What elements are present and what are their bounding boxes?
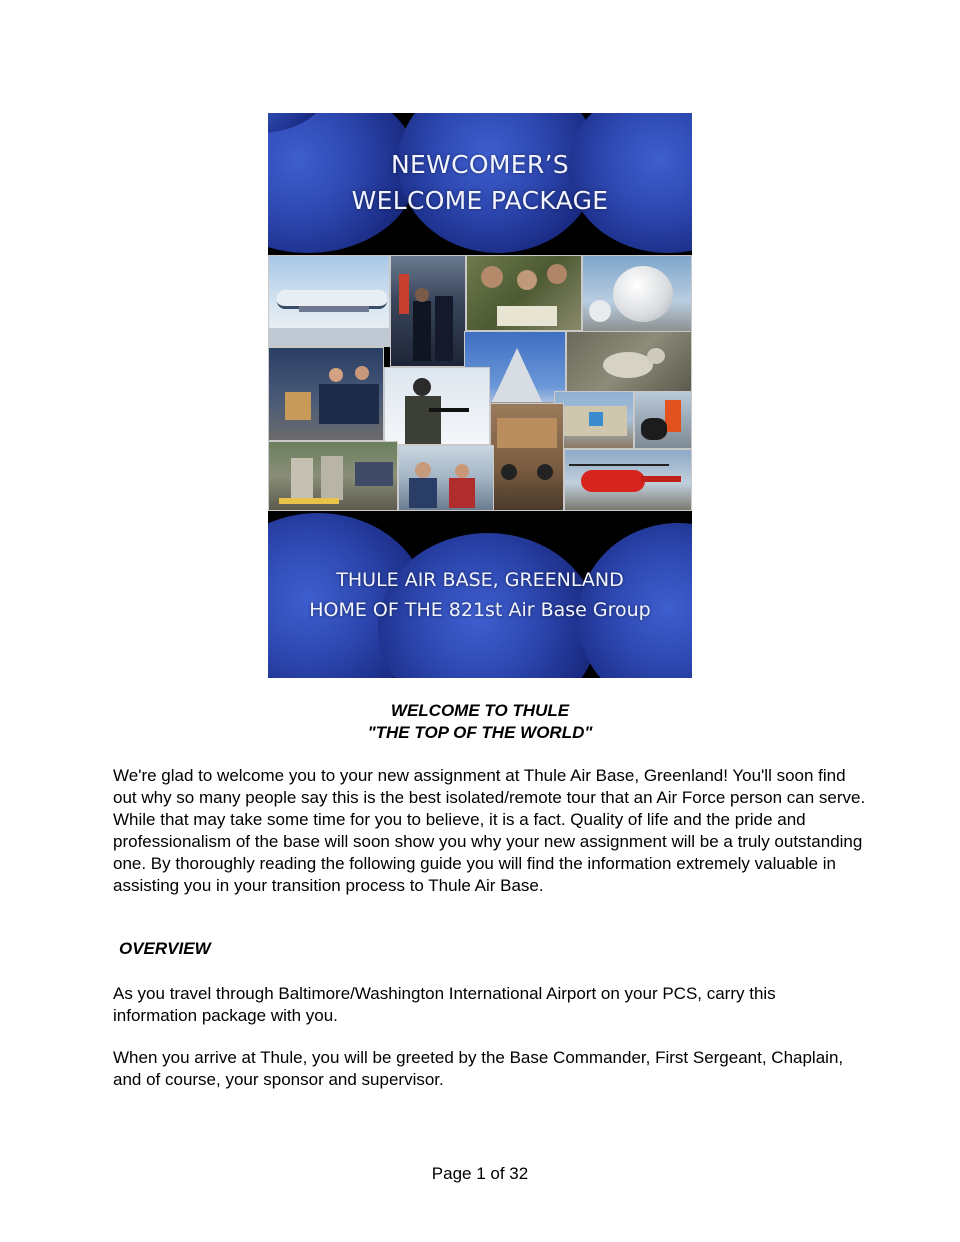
overview-paragraph-2: When you arrive at Thule, you will be greeted by the Base Commander, First Sergeant, Chaplain, and of course, your sponsor and supervisor. xyxy=(113,1048,844,1089)
welcome-heading xyxy=(0,700,960,744)
cover-image xyxy=(268,113,692,678)
dog-handler-photo xyxy=(634,391,692,449)
arctic-fox-photo xyxy=(566,331,692,393)
honor-guard-photo xyxy=(390,255,466,367)
welcome-heading-line1: WELCOME TO THULE xyxy=(390,701,570,720)
airplane-photo xyxy=(268,255,390,347)
cover-footer-line1: THULE AIR BASE, GREENLAND xyxy=(336,569,624,591)
radome-photo xyxy=(582,255,692,333)
cover-title xyxy=(268,147,692,219)
intro-paragraph: We're glad to welcome you to your new assignment at Thule Air Base, Greenland! You'll soon find out why so many people say this is the best isolated/remote tour that an Air Force person can serve. While that may take some time for you to believe, it is a fact. Quality of life and the pride and professionalism of the base will soon show you why your new assignment will be a truly outstanding one. By thoroughly reading the following guide you will find the information extremely valuable in assisting you in your transition process to Thule Air Base. xyxy=(113,766,866,895)
page-number: Page 1 of 32 xyxy=(431,1164,529,1183)
helicopter-photo xyxy=(564,449,692,511)
volunteers-photo xyxy=(268,347,384,441)
welcome-heading-line2: "THE TOP OF THE WORLD" xyxy=(367,723,593,742)
cover-title-line1: NEWCOMER’S xyxy=(391,150,569,179)
cover-footer xyxy=(268,565,692,625)
planning-team-photo xyxy=(466,255,582,331)
overview-heading: OVERVIEW xyxy=(119,939,211,958)
cover-footer-line2: HOME OF THE 821st Air Base Group xyxy=(309,599,651,621)
overview-paragraph-1: As you travel through Baltimore/Washington International Airport on your PCS, carry this information package with you. xyxy=(113,984,776,1025)
store-staff-photo xyxy=(398,445,494,511)
soldier-in-snow-photo xyxy=(384,367,490,445)
cover-title-line2: WELCOME PACKAGE xyxy=(351,186,609,215)
cargo-truck-photo xyxy=(490,403,564,511)
trailer-photo xyxy=(554,391,634,449)
firefighters-photo xyxy=(268,441,398,511)
